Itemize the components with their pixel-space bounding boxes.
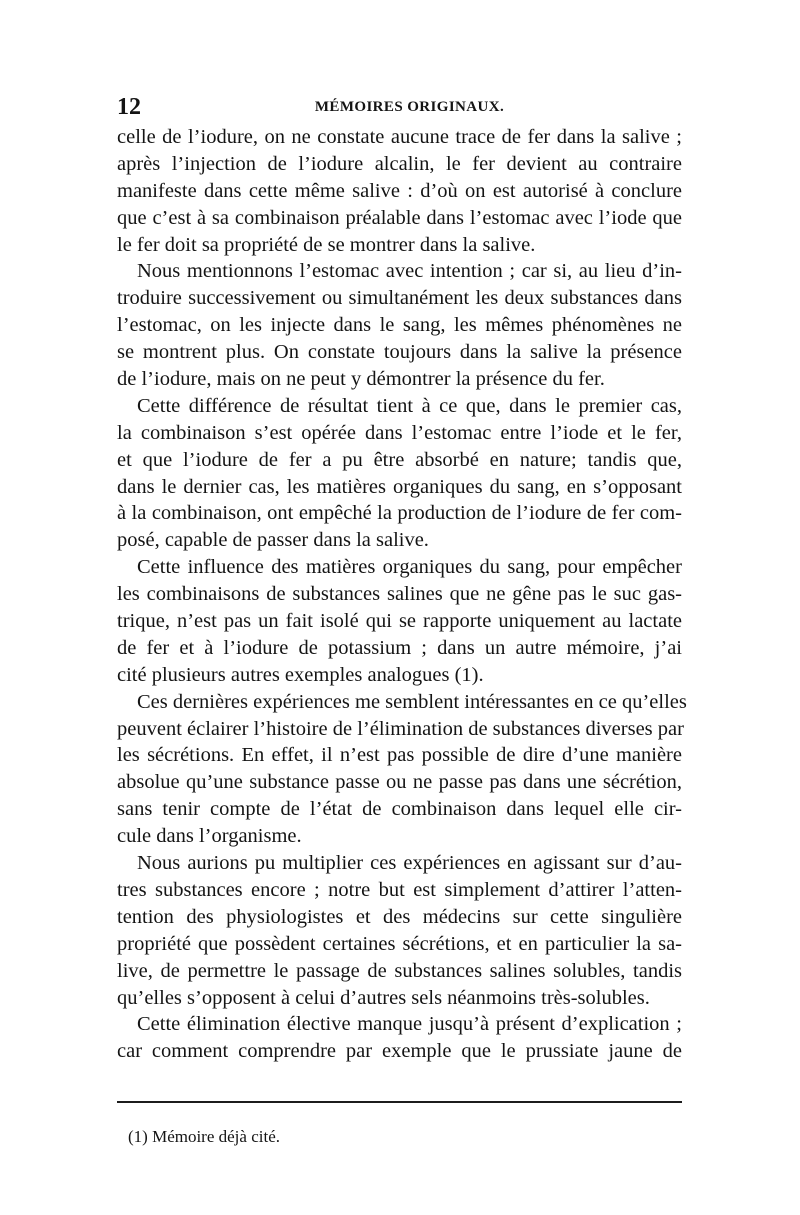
text-line: trique, n’est pas un fait isolé qui se rapporte uniquement au lactate bbox=[117, 610, 682, 633]
text-line: Cette élimination élective manque jusqu’à présent d’explication ; bbox=[137, 1013, 682, 1036]
text-line: tention des physiologistes et des médecins sur cette singulière bbox=[117, 905, 682, 928]
footnote: (1) Mémoire déjà cité. bbox=[128, 1127, 280, 1146]
text-line: absolue qu’une substance passe ou ne passe pas dans une sécrétion, bbox=[117, 771, 682, 794]
text-line: sans tenir compte de l’état de combinaison dans lequel elle cir- bbox=[117, 798, 682, 821]
text-line: à la combinaison, ont empêché la production de l’iodure de fer com- bbox=[117, 502, 682, 525]
text-line: posé, capable de passer dans la salive. bbox=[117, 529, 429, 552]
body-text bbox=[117, 124, 687, 1065]
text-line: cité plusieurs autres exemples analogues (1). bbox=[117, 663, 484, 686]
text-line: peuvent éclairer l’histoire de l’élimination de substances diverses par bbox=[117, 717, 684, 740]
text-line: l’estomac, on les injecte dans le sang, les mêmes phénomènes ne bbox=[117, 314, 682, 337]
text-line: de l’iodure, mais on ne peut y démontrer la présence du fer. bbox=[117, 368, 605, 391]
text-line: troduire successivement ou simultanément les deux substances dans bbox=[117, 287, 682, 310]
text-line: les sécrétions. En effet, il n’est pas possible de dire d’une manière bbox=[117, 744, 682, 767]
text-line: de fer et à l’iodure de potassium ; dans un autre mémoire, j’ai bbox=[117, 636, 682, 659]
text-line: le fer doit sa propriété de se montrer dans la salive. bbox=[117, 233, 536, 256]
text-line: Ces dernières expériences me semblent intéressantes en ce qu’elles bbox=[137, 690, 687, 713]
text-line: manifeste dans cette même salive : d’où on est autorisé à conclure bbox=[117, 179, 682, 202]
running-title: MÉMOIRES ORIGINAUX. bbox=[314, 99, 505, 115]
text-line: propriété que possèdent certaines sécrétions, et en particulier la sa- bbox=[117, 932, 682, 955]
footnote-rule bbox=[117, 1101, 682, 1103]
text-line: car comment comprendre par exemple que le prussiate jaune de bbox=[117, 1040, 682, 1063]
text-line: dans le dernier cas, les matières organiques du sang, en s’opposant bbox=[117, 475, 682, 498]
text-line: se montrent plus. On constate toujours dans la salive la présence bbox=[117, 341, 682, 364]
page-number: 12 bbox=[117, 94, 141, 120]
text-line: Nous aurions pu multiplier ces expériences en agissant sur d’au- bbox=[137, 852, 682, 875]
text-line: Cette influence des matières organiques du sang, pour empêcher bbox=[137, 556, 682, 579]
text-line: la combinaison s’est opérée dans l’estomac entre l’iode et le fer, bbox=[117, 421, 682, 444]
text-line: qu’elles s’opposent à celui d’autres sels néanmoins très-solubles. bbox=[117, 986, 650, 1009]
text-line: cule dans l’organisme. bbox=[117, 825, 302, 848]
text-line: après l’injection de l’iodure alcalin, le fer devient au contraire bbox=[117, 152, 682, 175]
running-head bbox=[117, 92, 682, 122]
text-line: Nous mentionnons l’estomac avec intention ; car si, au lieu d’in- bbox=[137, 260, 682, 283]
text-line: celle de l’iodure, on ne constate aucune trace de fer dans la salive ; bbox=[117, 126, 682, 148]
text-line: et que l’iodure de fer a pu être absorbé en nature; tandis que, bbox=[117, 448, 682, 471]
text-line: live, de permettre le passage de substances salines solubles, tandis bbox=[117, 959, 682, 982]
text-line: que c’est à sa combinaison préalable dans l’estomac avec l’iode que bbox=[117, 206, 682, 229]
text-line: les combinaisons de substances salines que ne gêne pas le suc gas- bbox=[117, 583, 682, 606]
text-line: Cette différence de résultat tient à ce que, dans le premier cas, bbox=[137, 394, 682, 417]
text-line: tres substances encore ; notre but est simplement d’attirer l’atten- bbox=[117, 878, 682, 901]
